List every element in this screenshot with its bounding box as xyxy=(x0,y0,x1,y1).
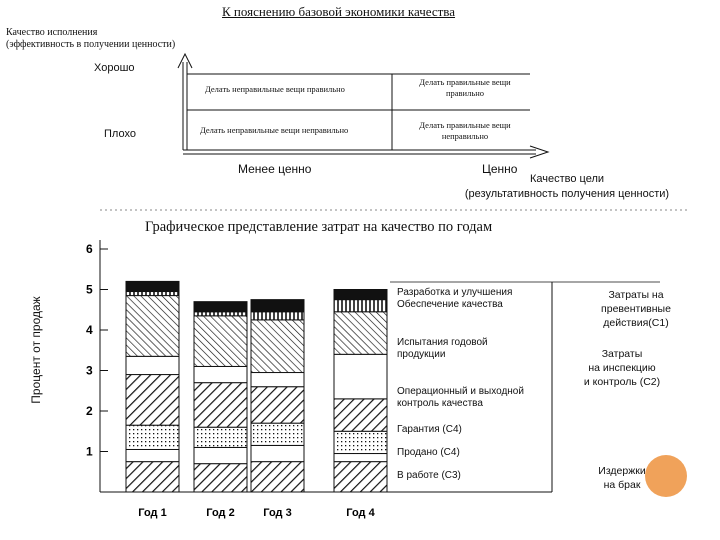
bar-segment xyxy=(251,445,304,461)
bar-segment xyxy=(251,312,304,320)
bar-segment xyxy=(334,462,387,492)
x-category-label: Год 4 xyxy=(346,507,375,519)
bar-segment xyxy=(334,300,387,312)
bar-segment xyxy=(251,423,304,445)
y-good-label: Хорошо xyxy=(94,62,135,74)
bar-segment xyxy=(126,292,179,296)
bar-segment xyxy=(334,290,387,300)
bar-segment xyxy=(194,464,247,492)
x-category-label: Год 3 xyxy=(263,507,292,519)
x-axis-label-line2: (результативность получения ценности) xyxy=(464,188,670,200)
legend-sold: Продано (С4) xyxy=(397,447,460,458)
x-category-label: Год 2 xyxy=(206,507,235,519)
bar-segment xyxy=(126,375,179,426)
bar-segment xyxy=(194,447,247,463)
y-axis-label-line2: (эффективность в получении ценности) xyxy=(6,39,176,50)
y-tick-label: 4 xyxy=(86,323,93,337)
cell-bottom-left: Делать неправильные вещи неправильно xyxy=(200,125,349,135)
legend-ctrl xyxy=(397,386,557,410)
bar-segment xyxy=(126,462,179,492)
bar-segment xyxy=(194,427,247,447)
x-category-label: Год 1 xyxy=(138,507,167,519)
x-high-label: Ценно xyxy=(482,162,518,176)
bar-segment xyxy=(251,373,304,387)
bar-segment xyxy=(126,425,179,449)
bar-segment xyxy=(194,316,247,367)
legend-dev xyxy=(397,287,557,311)
chart-title: Графическое представление затрат на качество по годам xyxy=(145,219,493,235)
x-low-label: Менее ценно xyxy=(238,162,312,176)
legend-test-line2: продукции xyxy=(397,349,446,360)
group-inspect-line3: и контроль (С2) xyxy=(583,376,661,388)
bar-segment xyxy=(194,302,247,312)
bar-segment xyxy=(251,320,304,373)
cell-top-right-line1: Делать правильные вещи xyxy=(419,77,511,87)
group-inspect-line2: на инспекцию xyxy=(588,362,656,374)
y-tick-label: 2 xyxy=(86,404,93,418)
bar-segment xyxy=(251,300,304,312)
matrix-title: К пояснению базовой экономики качества xyxy=(222,4,456,19)
bar-segment xyxy=(251,387,304,423)
bar-segment xyxy=(334,399,387,431)
legend-ctrl-line2: контроль качества xyxy=(397,398,483,409)
group-prevent-line1: Затраты на xyxy=(608,289,664,301)
bar-segment xyxy=(126,296,179,357)
legend-ctrl-line1: Операционный и выходной xyxy=(397,386,524,397)
bar-segment xyxy=(334,431,387,453)
group-loss-line2: на брак xyxy=(603,479,641,491)
bar-segment xyxy=(334,312,387,355)
legend-test-line1: Испытания годовой xyxy=(397,337,488,348)
group-prevent-line3: действия(С1) xyxy=(603,317,669,329)
y-tick-label: 5 xyxy=(86,282,93,297)
legend-warranty: Гарантия (С4) xyxy=(397,424,462,435)
bar-segment xyxy=(126,356,179,374)
group-inspect xyxy=(562,347,682,389)
cell-bottom-right-line1: Делать правильные вещи xyxy=(419,120,511,130)
legend-test xyxy=(397,337,557,361)
bar-segment xyxy=(334,354,387,399)
bar-segment xyxy=(126,449,179,461)
chart-ylabel: Процент от продаж xyxy=(29,296,43,404)
y-tick-label: 3 xyxy=(86,363,93,378)
bar-segment xyxy=(126,281,179,291)
y-bad-label: Плохо xyxy=(104,128,136,140)
bar-segment xyxy=(251,462,304,492)
bar-segment xyxy=(194,366,247,382)
y-axis-label-line1: Качество исполнения xyxy=(6,27,98,38)
group-inspect-line1: Затраты xyxy=(601,348,643,360)
bar-segment xyxy=(194,312,247,316)
group-loss xyxy=(562,464,682,492)
group-prevent xyxy=(576,288,696,330)
cell-top-left: Делать неправильные вещи правильно xyxy=(205,84,345,94)
y-tick-label: 1 xyxy=(86,444,93,459)
bar-segment xyxy=(334,454,387,462)
group-loss-line1: Издержки xyxy=(598,465,646,477)
x-axis-label-line1: Качество цели xyxy=(529,173,605,185)
legend-wip: В работе (С3) xyxy=(397,470,461,481)
bar-segment xyxy=(194,383,247,428)
legend-dev-line2: Обеспечение качества xyxy=(397,299,503,310)
y-tick-label: 6 xyxy=(86,242,93,256)
cell-bottom-right-line2: неправильно xyxy=(441,131,489,141)
legend-dev-line1: Разработка и улучшения xyxy=(397,287,513,298)
group-prevent-line2: превентивные xyxy=(601,303,671,315)
cell-top-right-line2: правильно xyxy=(445,88,485,98)
